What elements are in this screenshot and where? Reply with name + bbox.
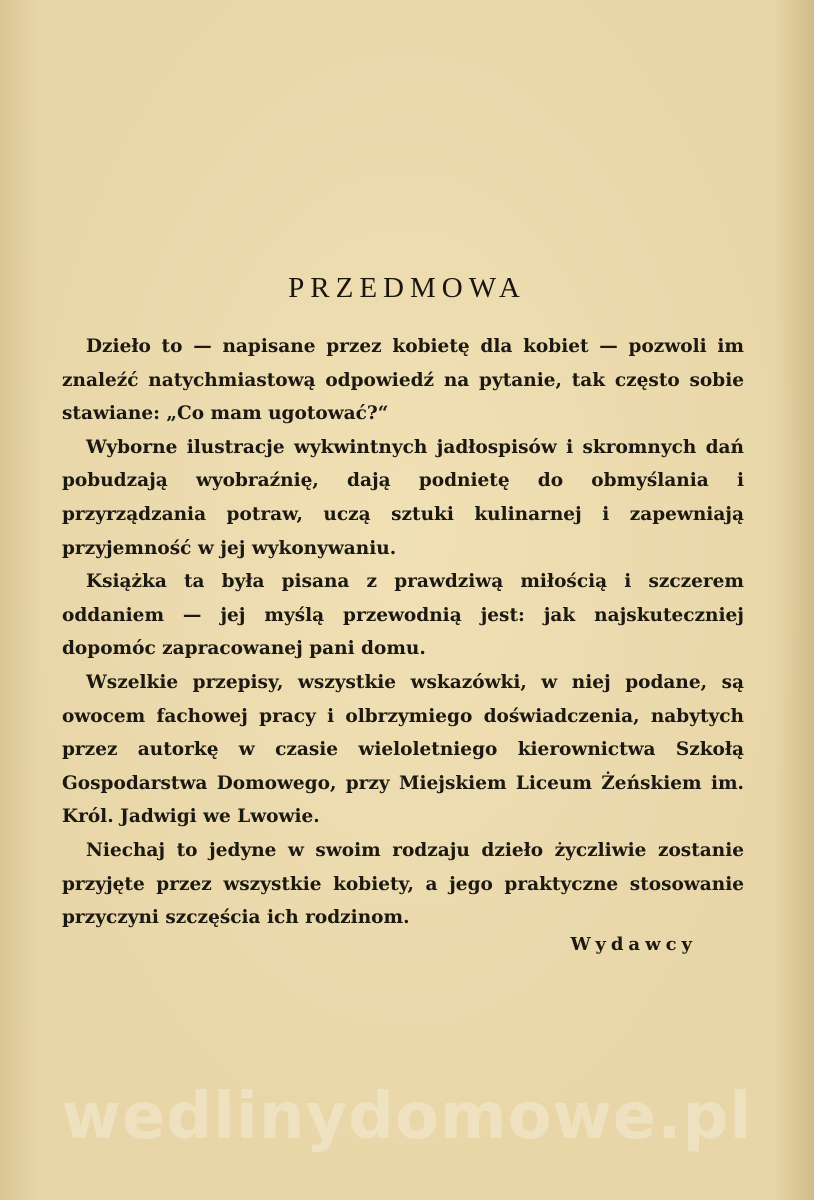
signature: Wydawcy (570, 934, 697, 955)
watermark: wedlinydomowe.pl (61, 1080, 753, 1154)
paragraph-2: Wyborne ilustracje wykwintnych jadłospisów i skromnych dań pobudzają wyobraźnię, dają podnietę do obmyślania i przyrządzania potraw, uczą sztuki kulinarnej i zapewniają przyjemność w jej wykonywaniu. (62, 436, 744, 559)
paragraph-3: Książka ta była pisana z prawdziwą miłością i szczerem oddaniem — jej myślą przewodnią jest: jak najskuteczniej dopomóc zapracowanej pani domu. (62, 571, 744, 660)
page-title: PRZEDMOWA (288, 272, 526, 304)
paragraph-1: Dzieło to — napisane przez kobietę dla kobiet — pozwoli im znaleźć natychmiastową odpowiedź na pytanie, tak często sobie stawiane: „Co mam ugotować?“ (62, 336, 744, 425)
paragraph-4: Wszelkie przepisy, wszystkie wskazówki, w niej podane, są owocem fachowej pracy i olbrzymiego doświadczenia, nabytych przez autorkę w czasie wieloletniego kierownictwa Szkołą Gospodarstwa Domowego, przy Miejskiem Liceum Żeńskiem im. Król. Jadwigi we Lwowie. (62, 671, 744, 828)
paragraph-5: Niechaj to jedyne w swoim rodzaju dzieło życzliwie zostanie przyjęte przez wszystkie kobiety, a jego praktyczne stosowanie przyczyni szczęścia ich rodzinom. (62, 839, 744, 929)
preface-body (62, 330, 744, 935)
